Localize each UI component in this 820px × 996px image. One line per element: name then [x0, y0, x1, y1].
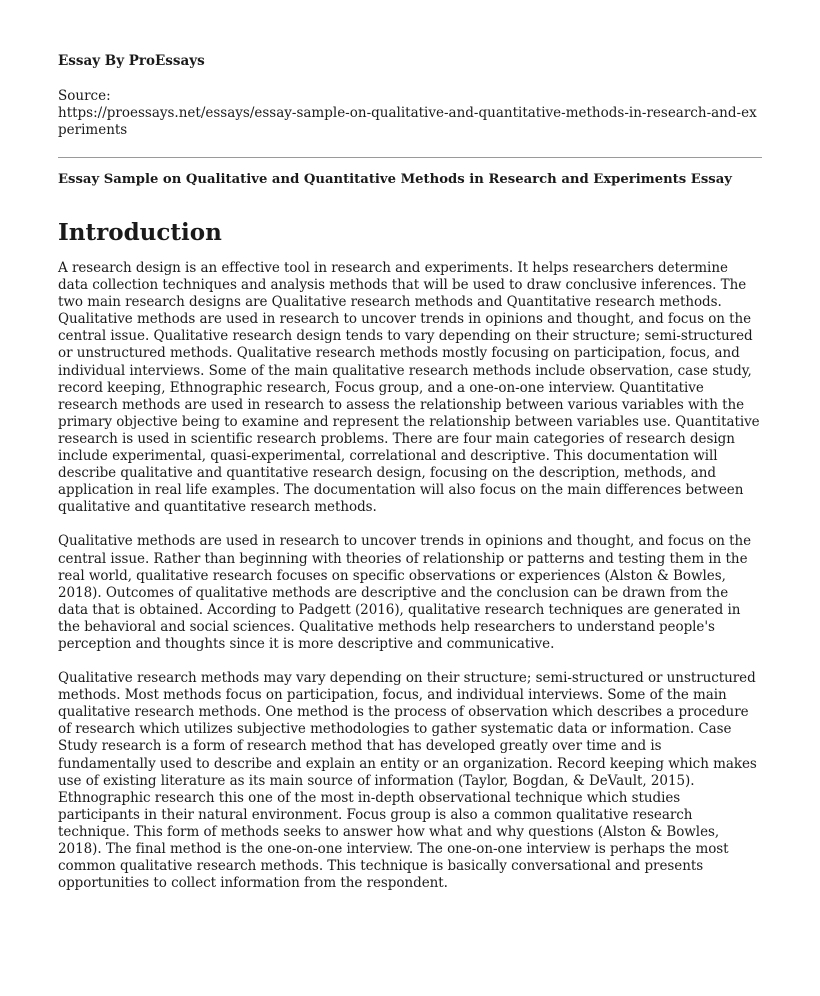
section-heading: Introduction — [58, 219, 222, 246]
divider — [58, 157, 762, 158]
document-title: Essay Sample on Qualitative and Quantitative Methods in Research and Experiments Essay — [58, 172, 732, 187]
author-line: Essay By ProEssays — [58, 53, 205, 69]
paragraph-2: Qualitative methods are used in research to uncover trends in opinions and thought, and focus on the central issue. Rather than beginning with theories of relationship or patterns and testing them in the real world, qualitative research focuses on specific observations or experiences (Alston & Bowles, 2018). Outcomes of qualitative methods are descriptive and the conclusion can be drawn from the data that is obtained. According to Padgett (2016), qualitative research techniques are generated in the behavioral and social sciences. Qualitative methods help researchers to understand people's perception and thoughts since it is more descriptive and communicative. — [58, 533, 752, 652]
paragraph-1: A research design is an effective tool in research and experiments. It helps researchers determine data collection techniques and analysis methods that will be used to draw conclusive inferences. The two main research designs are Qualitative research methods and Quantitative research methods. Qualitative methods are used in research to uncover trends in opinions and thought, and focus on the central issue. Qualitative research design tends to vary depending on their structure; semi-structured or unstructured methods. Qualitative research methods mostly focusing on participation, focus, and individual interviews. Some of the main qualitative research methods include observation, case study, record keeping, Ethnographic research, Focus group, and a one-on-one interview. Quantitative research methods are used in research to assess the relationship between various variables with the primary objective being to examine and represent the relationship between variables use. Quantitative research is used in scientific research problems. There are four main categories of research design include experimental, quasi-experimental, correlational and descriptive. This documentation will describe qualitative and quantitative research design, focusing on the description, methods, and application in real life examples. The documentation will also focus on the main differences between qualitative and quantitative research methods. — [58, 260, 760, 516]
source-label: Source: — [58, 88, 111, 104]
paragraph-3: Qualitative research methods may vary depending on their structure; semi-structured or unstructured methods. Most methods focus on participation, focus, and individual interviews. Some of the main qualitative research methods. One method is the process of observation which describes a procedure of research which utilizes subjective methodologies to gather systematic data or information. Case Study research is a form of research method that has developed greatly over time and is fundamentally used to describe and explain an entity or an organization. Record keeping which makes use of existing literature as its main source of information (Taylor, Bogdan, & DeVault, 2015). Ethnographic research this one of the most in-depth observational technique which studies participants in their natural environment. Focus group is also a common qualitative research technique. This form of methods seeks to answer how what and why questions (Alston & Bowles, 2018). The final method is the one-on-one interview. The one-on-one interview is perhaps the most common qualitative research methods. This technique is basically conversational and presents opportunities to collect information from the respondent. — [58, 670, 757, 892]
source-block — [58, 88, 762, 139]
source-url[interactable]: https://proessays.net/essays/essay-sample-on-qualitative-and-quantitative-methods-in-research-and-experiments — [58, 105, 757, 138]
